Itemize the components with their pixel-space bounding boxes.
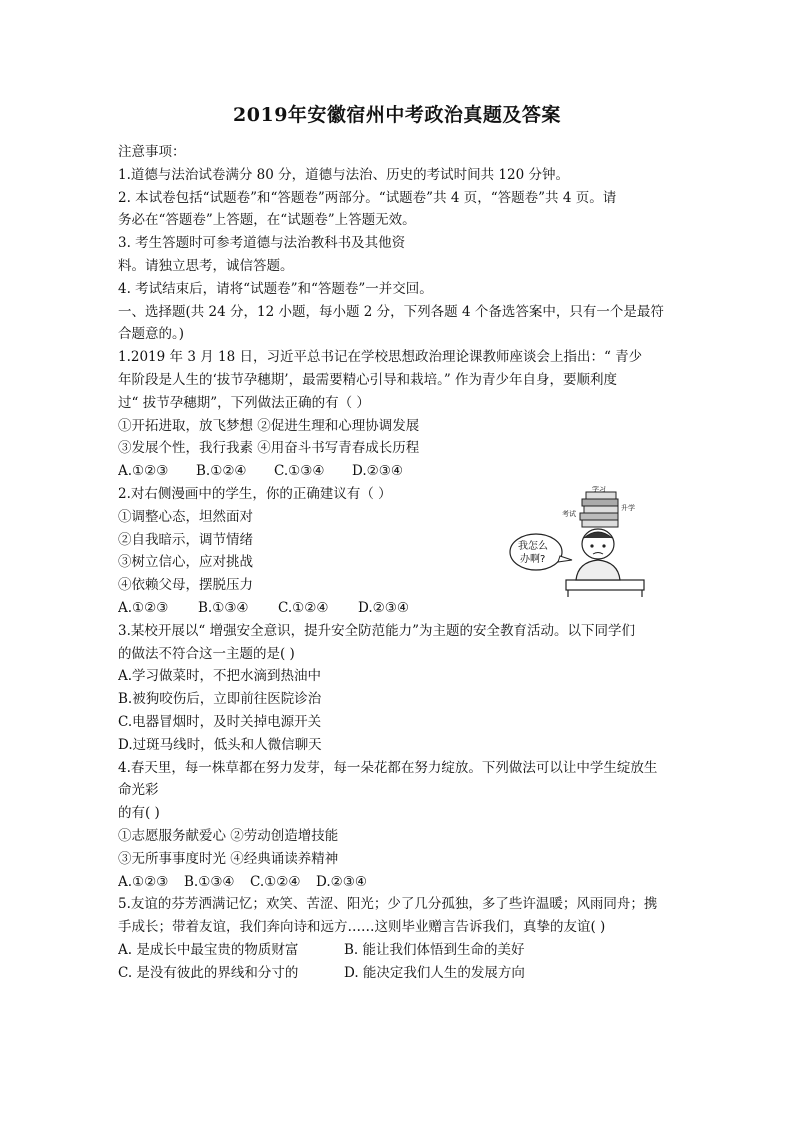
option-c[interactable]: C. 是没有彼此的界线和分寸的: [118, 964, 299, 981]
student-body: [576, 560, 620, 580]
notice-heading: 注意事项：: [118, 144, 186, 160]
option-d[interactable]: D.②③④: [352, 463, 403, 480]
option-b[interactable]: B. 能让我们体悟到生命的美好: [344, 941, 525, 958]
question-1-stem: 1.2019 年 3 月 18 日，习近平总书记在学校思想政治理论课教师座谈会上指出：“ 青少: [118, 349, 643, 366]
question-1-stem: 过“ 拔节孕穗期”，下列做法正确的有（ ）: [118, 394, 370, 411]
option-c[interactable]: C.电器冒烟时，及时关掉电源开关: [118, 713, 322, 730]
question-1-options: [118, 460, 678, 483]
question-1-item: ③发展个性，我行我素 ④用奋斗书写青春成长历程: [118, 440, 420, 457]
notice-item: 2. 本试卷包括“试题卷”和“答题卷”两部分。“试题卷”共 4 页，“答题卷”共 4 页。请: [118, 189, 617, 206]
notice-item: 1.道德与法治试卷满分 80 分，道德与法治、历史的考试时间共 120 分钟。: [118, 166, 569, 183]
option-a[interactable]: A. 是成长中最宝贵的物质财富: [118, 941, 299, 958]
option-a[interactable]: A.①②③: [118, 599, 169, 616]
question-1-item: ①开拓进取，放飞梦想 ②促进生理和心理协调发展: [118, 417, 420, 434]
stressed-student-cartoon: [506, 486, 646, 598]
question-4-item: ③无所事事度时光 ④经典诵读养精神: [118, 850, 339, 867]
option-d[interactable]: D.②③④: [358, 599, 409, 616]
book-stack: [580, 492, 618, 527]
question-1-stem: 年阶段是人生的‘拔节孕穗期’，最需要精心引导和栽培。” 作为青少年自身，要顺利度: [118, 371, 618, 388]
option-c[interactable]: C.①③④: [274, 463, 325, 480]
page-title: 2019年安徽宿州中考政治真题及答案: [233, 104, 561, 126]
option-d[interactable]: D. 能决定我们人生的发展方向: [344, 964, 525, 981]
speech-text: 我怎么: [518, 541, 548, 552]
notice-item: 务必在“答题卷”上答题，在“试题卷”上答题无效。: [118, 212, 416, 229]
question-4-options: [118, 871, 678, 894]
question-2-item: ①调整心态，坦然面对: [118, 508, 253, 525]
question-4-stem: 命光彩: [118, 782, 159, 799]
notice-item: 料。请独立思考，诚信答题。: [118, 257, 294, 274]
question-4-stem: 的有( ): [118, 805, 160, 822]
section-heading: 合题意的。): [118, 326, 185, 343]
speech-text: 办啊?: [520, 554, 546, 565]
book-label: 考试: [562, 510, 576, 518]
option-d[interactable]: D.过斑马线时，低头和人微信聊天: [118, 736, 322, 753]
question-5-stem: 5.友谊的芬芳洒满记忆；欢笑、苦涩、阳光；少了几分孤独，多了些许温暖；风雨同舟；携: [118, 896, 658, 913]
option-a[interactable]: A.①②③: [118, 873, 169, 890]
question-2-item: ③树立信心，应对挑战: [118, 554, 253, 571]
option-b[interactable]: B.被狗咬伤后，立即前往医院诊治: [118, 691, 322, 708]
question-5-options: [118, 939, 678, 962]
option-b[interactable]: B.①②④: [196, 463, 247, 480]
notice-item: 4. 考试结束后，请将“试题卷”和“答题卷”一并交回。: [118, 280, 433, 297]
question-4-item: ①志愿服务献爱心 ②劳动创造增技能: [118, 827, 339, 844]
option-b[interactable]: B.①③④: [198, 599, 249, 616]
question-2-item: ④依赖父母，摆脱压力: [118, 577, 253, 594]
option-c[interactable]: C.①②④: [278, 599, 329, 616]
section-heading: 一、选择题(共 24 分，12 小题，每小题 2 分，下列各题 4 个备选答案中，只有一个是最符: [118, 303, 664, 320]
option-c[interactable]: C.①②④: [250, 873, 301, 890]
desk: [566, 580, 644, 590]
option-a[interactable]: A.①②③: [118, 463, 169, 480]
question-5-options: [118, 962, 678, 985]
book-label: 学习: [592, 486, 606, 493]
question-3-stem: 的做法不符合这一主题的是( ): [118, 645, 295, 662]
option-d[interactable]: D.②③④: [316, 873, 367, 890]
question-4-stem: 4.春天里，每一株草都在努力发芽，每一朵花都在努力绽放。下列做法可以让中学生绽放生: [118, 759, 658, 776]
option-a[interactable]: A.学习做菜时，不把水滴到热油中: [118, 668, 322, 685]
question-2-stem: 2.对右侧漫画中的学生，你的正确建议有（ ）: [118, 485, 392, 502]
question-2-options: [118, 597, 678, 620]
notice-item: 3. 考生答题时可参考道德与法治教科书及其他资: [118, 235, 406, 252]
book-label: 升学: [621, 504, 635, 512]
question-3-stem: 3.某校开展以“ 增强安全意识，提升安全防范能力”为主题的安全教育活动。以下同学们: [118, 622, 635, 639]
question-5-stem: 手成长；带着友谊，我们奔向诗和远方……这则毕业赠言告诉我们，真挚的友谊( ): [118, 919, 606, 936]
option-b[interactable]: B.①③④: [184, 873, 235, 890]
question-2-item: ②自我暗示，调节情绪: [118, 531, 253, 548]
